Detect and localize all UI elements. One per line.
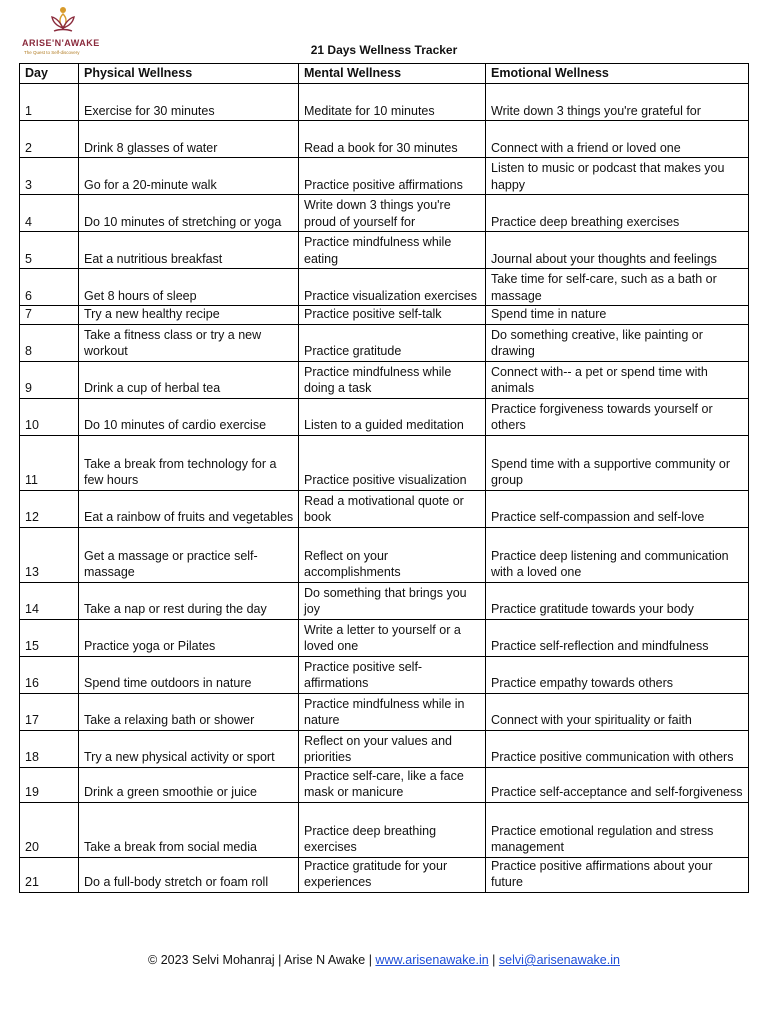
table-body <box>20 84 749 893</box>
cell-physical: Take a break from technology for a few hours <box>79 435 299 490</box>
cell-day: 11 <box>20 435 79 490</box>
cell-emotional: Take time for self-care, such as a bath or massage <box>486 269 749 306</box>
cell-emotional: Practice gratitude towards your body <box>486 582 749 619</box>
cell-day: 14 <box>20 582 79 619</box>
table-row <box>20 693 749 730</box>
cell-physical: Eat a nutritious breakfast <box>79 232 299 269</box>
cell-day: 2 <box>20 121 79 158</box>
cell-mental: Practice gratitude <box>299 324 486 361</box>
cell-emotional: Connect with your spirituality or faith <box>486 693 749 730</box>
cell-mental: Practice visualization exercises <box>299 269 486 306</box>
table-row <box>20 361 749 398</box>
column-header-physical: Physical Wellness <box>79 64 299 84</box>
cell-day: 3 <box>20 158 79 195</box>
cell-day: 16 <box>20 656 79 693</box>
cell-emotional: Connect with-- a pet or spend time with animals <box>486 361 749 398</box>
table-row <box>20 324 749 361</box>
cell-physical: Try a new healthy recipe <box>79 306 299 325</box>
cell-physical: Practice yoga or Pilates <box>79 619 299 656</box>
cell-mental: Practice positive visualization <box>299 435 486 490</box>
cell-physical: Do 10 minutes of cardio exercise <box>79 398 299 435</box>
table-row <box>20 84 749 121</box>
table-header-row <box>20 64 749 84</box>
cell-day: 5 <box>20 232 79 269</box>
cell-emotional: Listen to music or podcast that makes you happy <box>486 158 749 195</box>
cell-physical: Eat a rainbow of fruits and vegetables <box>79 490 299 527</box>
cell-mental: Read a motivational quote or book <box>299 490 486 527</box>
cell-emotional: Spend time with a supportive community or group <box>486 435 749 490</box>
cell-emotional: Practice deep breathing exercises <box>486 195 749 232</box>
cell-physical: Get 8 hours of sleep <box>79 269 299 306</box>
cell-mental: Practice self-care, like a face mask or manicure <box>299 767 486 802</box>
cell-mental: Practice mindfulness while doing a task <box>299 361 486 398</box>
cell-physical: Spend time outdoors in nature <box>79 656 299 693</box>
cell-day: 15 <box>20 619 79 656</box>
logo-wordmark: ARISE'N'AWAKE <box>22 38 100 48</box>
table-row <box>20 269 749 306</box>
column-header-emotional: Emotional Wellness <box>486 64 749 84</box>
cell-emotional: Practice deep listening and communication with a loved one <box>486 527 749 582</box>
cell-day: 17 <box>20 693 79 730</box>
cell-physical: Try a new physical activity or sport <box>79 730 299 767</box>
cell-physical: Get a massage or practice self-massage <box>79 527 299 582</box>
cell-emotional: Do something creative, like painting or drawing <box>486 324 749 361</box>
cell-day: 4 <box>20 195 79 232</box>
cell-mental: Reflect on your values and priorities <box>299 730 486 767</box>
footer-separator: | <box>492 953 496 967</box>
cell-emotional: Practice positive affirmations about your future <box>486 857 749 892</box>
footer <box>0 953 768 967</box>
cell-mental: Write down 3 things you're proud of yourself for <box>299 195 486 232</box>
cell-day: 21 <box>20 857 79 892</box>
logo-tagline: The Quest to Self-discovery <box>24 50 80 55</box>
cell-emotional: Practice empathy towards others <box>486 656 749 693</box>
cell-mental: Reflect on your accomplishments <box>299 527 486 582</box>
cell-emotional: Spend time in nature <box>486 306 749 325</box>
table-row <box>20 435 749 490</box>
column-header-mental: Mental Wellness <box>299 64 486 84</box>
cell-mental: Write a letter to yourself or a loved one <box>299 619 486 656</box>
cell-physical: Do 10 minutes of stretching or yoga <box>79 195 299 232</box>
cell-physical: Drink 8 glasses of water <box>79 121 299 158</box>
cell-day: 12 <box>20 490 79 527</box>
cell-physical: Take a relaxing bath or shower <box>79 693 299 730</box>
cell-day: 8 <box>20 324 79 361</box>
cell-physical: Take a nap or rest during the day <box>79 582 299 619</box>
cell-day: 18 <box>20 730 79 767</box>
cell-mental: Practice mindfulness while in nature <box>299 693 486 730</box>
cell-emotional: Connect with a friend or loved one <box>486 121 749 158</box>
cell-emotional: Write down 3 things you're grateful for <box>486 84 749 121</box>
cell-mental: Practice gratitude for your experiences <box>299 857 486 892</box>
column-header-day: Day <box>20 64 79 84</box>
cell-emotional: Practice emotional regulation and stress management <box>486 802 749 857</box>
wellness-tracker-table <box>19 63 749 893</box>
website-link[interactable]: www.arisenawake.in <box>375 953 489 967</box>
cell-emotional: Journal about your thoughts and feelings <box>486 232 749 269</box>
table-row <box>20 158 749 195</box>
cell-physical: Exercise for 30 minutes <box>79 84 299 121</box>
cell-emotional: Practice self-reflection and mindfulness <box>486 619 749 656</box>
cell-mental: Do something that brings you joy <box>299 582 486 619</box>
cell-day: 13 <box>20 527 79 582</box>
cell-day: 6 <box>20 269 79 306</box>
footer-copyright: © 2023 Selvi Mohanraj | Arise N Awake | <box>148 953 372 967</box>
cell-mental: Practice deep breathing exercises <box>299 802 486 857</box>
cell-day: 1 <box>20 84 79 121</box>
table-row <box>20 730 749 767</box>
table-row <box>20 767 749 802</box>
cell-day: 19 <box>20 767 79 802</box>
cell-physical: Take a break from social media <box>79 802 299 857</box>
cell-mental: Listen to a guided meditation <box>299 398 486 435</box>
cell-emotional: Practice self-compassion and self-love <box>486 490 749 527</box>
table-row <box>20 398 749 435</box>
cell-emotional: Practice self-acceptance and self-forgiveness <box>486 767 749 802</box>
lotus-figure-icon <box>50 4 76 36</box>
table-row <box>20 232 749 269</box>
table-row <box>20 527 749 582</box>
cell-mental: Meditate for 10 minutes <box>299 84 486 121</box>
cell-day: 10 <box>20 398 79 435</box>
table-row <box>20 656 749 693</box>
cell-physical: Drink a cup of herbal tea <box>79 361 299 398</box>
cell-mental: Practice positive affirmations <box>299 158 486 195</box>
cell-physical: Drink a green smoothie or juice <box>79 767 299 802</box>
cell-emotional: Practice positive communication with others <box>486 730 749 767</box>
table-row <box>20 582 749 619</box>
cell-physical: Do a full-body stretch or foam roll <box>79 857 299 892</box>
table-row <box>20 195 749 232</box>
cell-day: 7 <box>20 306 79 325</box>
cell-day: 9 <box>20 361 79 398</box>
cell-physical: Take a fitness class or try a new workout <box>79 324 299 361</box>
cell-mental: Practice positive self-talk <box>299 306 486 325</box>
cell-emotional: Practice forgiveness towards yourself or others <box>486 398 749 435</box>
page-title: 21 Days Wellness Tracker <box>310 43 458 57</box>
table-row <box>20 490 749 527</box>
cell-mental: Read a book for 30 minutes <box>299 121 486 158</box>
cell-mental: Practice mindfulness while eating <box>299 232 486 269</box>
table-row <box>20 857 749 892</box>
email-link[interactable]: selvi@arisenawake.in <box>498 953 620 967</box>
table-row <box>20 306 749 325</box>
table-row <box>20 802 749 857</box>
table-row <box>20 619 749 656</box>
cell-physical: Go for a 20-minute walk <box>79 158 299 195</box>
table-row <box>20 121 749 158</box>
cell-day: 20 <box>20 802 79 857</box>
cell-mental: Practice positive self-affirmations <box>299 656 486 693</box>
